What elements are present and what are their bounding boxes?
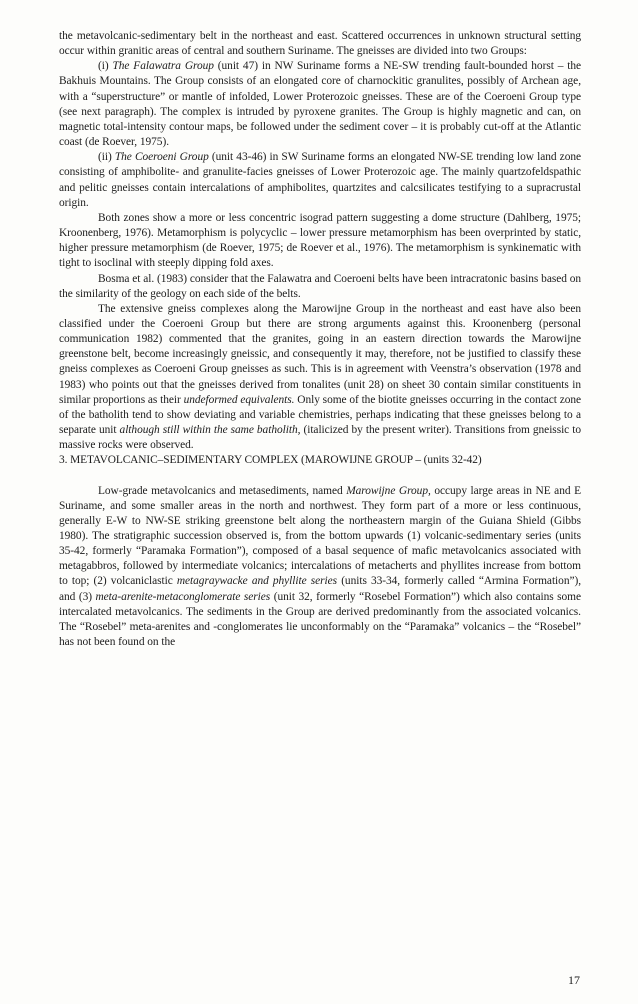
body-text — [59, 29, 581, 650]
paragraph-text: (ii) — [98, 151, 115, 164]
italic-text: although still within the same batholith, — [119, 424, 301, 437]
paragraph-text: Both zones show a more or less concentric isograd pattern suggesting a dome structure (Dahlberg, 1975; Kroonenberg, 1976). Metamorphism is polycyclic – lower pressure metamorphism has been overprinted by static, higher pressure metamorphism (de Roever, 1975; de Roever et al., 1976). The metamorphism is synkinematic with tight to isoclinal with steeply dipping fold axes. — [59, 211, 581, 270]
paragraph-p4 — [59, 211, 581, 272]
paragraph-text: (i) — [98, 60, 113, 73]
italic-text: Marowijne Group, — [346, 484, 431, 497]
italic-text: undeformed equivalents. — [183, 393, 295, 406]
paragraph-p6 — [59, 302, 581, 454]
paragraph-text: Low-grade metavolcanics and metasediments, named — [98, 484, 347, 497]
section-spacer — [59, 469, 581, 484]
paragraph-text: (units 33-34, formerly called “Armina Formation”), and (3) — [59, 575, 582, 603]
paragraph-p7 — [59, 484, 581, 651]
page-number: 17 — [568, 973, 580, 987]
paragraph-p2 — [59, 59, 581, 150]
paragraph-text: The extensive gneiss complexes along the Marowijne Group in the northeast and east have also been classified under the Coeroeni Group but there are strong arguments against this. Kroonenberg (personal communication 1982) commented that the granites, going in an eastern direction towards the Marowijne greenstone belt, become increasingly gneissic, and consequently it may, therefore, not be justified to classify these gneiss complexes as Coeroeni Group gneisses as such. This is in agreement with Veenstra’s observation (1978 and 1983) who points out that the gneisses derived from tonalites (unit 28) on sheet 30 contain similar constituents in similar proportions as their — [59, 302, 581, 406]
italic-text: meta-arenite-metaconglomerate series — [95, 590, 271, 603]
paragraph-text: occupy large areas in NE and E Suriname, and some smaller areas in the north and northwest. They form part of a more or less continuous, generally E-W to NW-SE striking greenstone belt along the northeastern margin of the Guiana Shield (Gibbs 1980). The stratigraphic succession observed is, from the bottom upwards (1) volcanic-sedimentary series (units 35-42, formerly “Paramaka Formation”), composed of a basal sequence of mafic metavolcanics associated with metagabbros, followed by intermediate volcanics; intercalations of metacherts and phyllites increase from bottom to top; (2) volcaniclastic — [59, 484, 581, 588]
paragraph-p5 — [59, 272, 581, 302]
italic-text: The Coeroeni Group — [114, 151, 209, 164]
paragraph-text: (italicized by the present writer). Transitions from gneissic to massive rocks were observed. — [59, 424, 582, 452]
paragraphs-after-heading — [59, 484, 581, 651]
paragraph-text: Only some of the biotite gneisses occurring in the contact zone of the batholith tend to show deviating and variable chemistries, perhaps indicating that these gneisses belong to a separate unit — [59, 393, 581, 437]
paragraph-p3 — [59, 150, 581, 211]
paragraph-p1 — [59, 29, 581, 59]
italic-text: The Falawatra Group — [112, 60, 214, 73]
paragraphs-before-heading — [59, 29, 581, 453]
paragraph-text: Bosma et al. (1983) consider that the Falawatra and Coeroeni belts have been intracratonic basins based on the similarity of the geology on each side of the belts. — [59, 272, 581, 300]
italic-text: metagraywacke and phyllite series — [176, 575, 338, 588]
paragraph-text: (unit 32, formerly “Rosebel Formation”) which also contains some intercalated metavolcanics. The sediments in the Group are derived predominantly from the associated volcanics. The “Rosebel” meta-arenites and -conglomerates lie unconformably on the “Paramaka” volcanics – the “Rosebel” has not been found on the — [59, 590, 581, 649]
paragraph-text: the metavolcanic-sedimentary belt in the northeast and east. Scattered occurrences in unknown structural setting occur within granitic areas of central and southern Suriname. The gneisses are divided into two Groups: — [59, 30, 581, 58]
paragraph-text: (unit 47) in NW Suriname forms a NE-SW trending fault-bounded horst – the Bakhuis Mountains. The Group consists of an elongated core of charnockitic granulites, possibly of Archean age, with a “superstructure” or mantle of infolded, Lower Proterozoic gneisses. These are of the Coeroeni Group type (see next paragraph). The complex is intruded by pyroxene granites. The Group is highly magnetic and can, on magnetic total-intensity contour maps, be followed under the sediment cover – it is probably cut-off at the Atlantic coast (de Roever, 1975). — [59, 60, 581, 149]
paragraph-text: (unit 43-46) in SW Suriname forms an elongated NW-SE trending low land zone consisting of amphibolite- and granulite-facies gneisses of Lower Proterozoic age. The mainly quartzofeldspathic and pelitic gneisses contain intercalations of amphibolites, quartzites and calcsilicates testifying to a supracrustal origin. — [59, 151, 581, 209]
section-heading: 3. METAVOLCANIC–SEDIMENTARY COMPLEX (MAROWIJNE GROUP – (units 32-42) — [59, 454, 482, 467]
